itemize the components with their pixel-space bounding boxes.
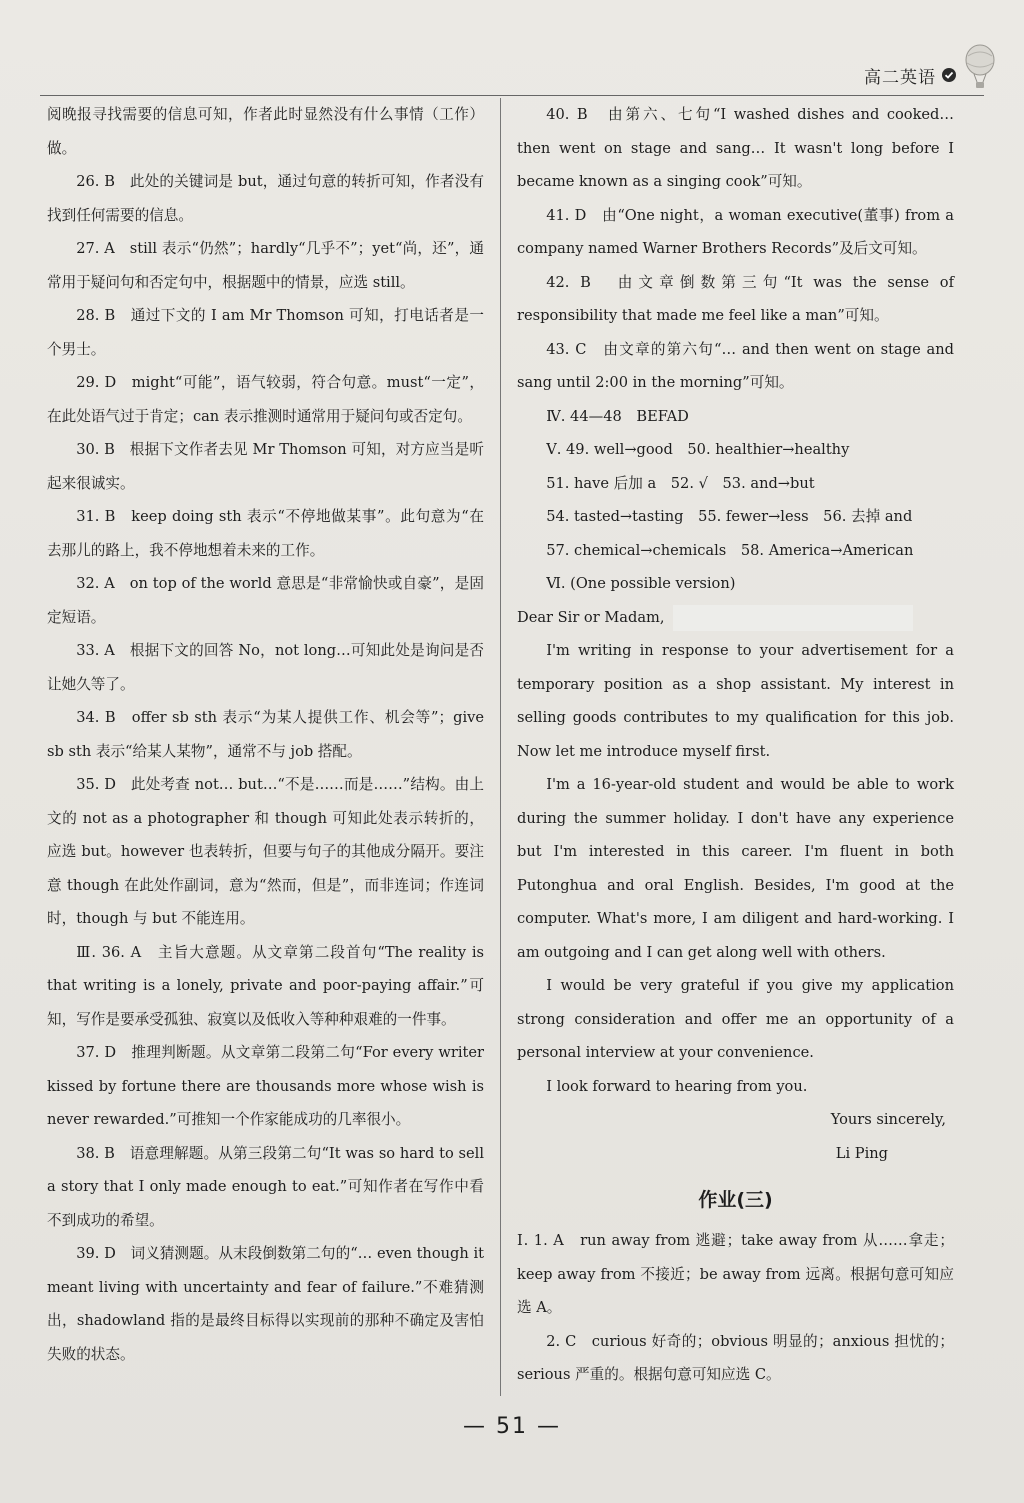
header-rule <box>40 95 984 96</box>
letter-paragraph: I'm writing in response to your advertisement for a temporary position as a shop assistant. My interest in selling goods contributes to my qualification for this job. Now let me introduce myself first. <box>517 642 954 760</box>
answer-paragraph: 27. A still 表示“仍然”；hardly“几乎不”；yet“尚，还”，通常用于疑问句和否定句中，根据题中的情景，应选 still。 <box>47 240 484 291</box>
letter-paragraph: I'm a 16-year-old student and would be able to work during the summer holiday. I don't have any experience but I'm interested in this career. I'm fluent in both Putonghua and oral English. Besides, I'm good at the computer. What's more, I am diligent and hard-working. I am outgoing and I can get along well with others. <box>517 776 954 961</box>
answer-paragraph: Ⅴ. 49. well→good 50. healthier→healthy <box>546 441 850 458</box>
redaction-mark <box>673 605 913 631</box>
answer-paragraph: 40. B 由第六、七句“I washed dishes and cooked… then went on stage and sang… It wasn't long before I became known as a singing cook”可知。 <box>517 106 954 190</box>
answer-paragraph: 41. D 由“One night，a woman executive(董事) from a company named Warner Brothers Records”及后文可知。 <box>517 206 954 257</box>
answer-paragraph: 51. have 后加 a 52. √ 53. and→but <box>546 474 815 492</box>
letter-signature: Li Ping <box>835 1144 888 1162</box>
page-number: — 51 — <box>463 1414 561 1439</box>
answer-paragraph: 33. A 根据下文的回答 No，not long…可知此处是询问是否让她久等了。 <box>47 642 484 693</box>
answer-paragraph: Ⅵ. (One possible version) <box>546 575 736 592</box>
answer-paragraph: 26. B 此处的关键词是 but，通过句意的转折可知，作者没有找到任何需要的信息。 <box>47 173 484 224</box>
salutation-text: Dear Sir or Madam, <box>517 608 665 626</box>
answer-paragraph: 32. A on top of the world 意思是“非常愉快或自豪”，是固定短语。 <box>47 575 484 626</box>
letter-closing: Yours sincerely, <box>830 1111 946 1128</box>
answer-paragraph: Ⅲ. 36. A 主旨大意题。从文章第二段首句“The reality is that writing is a lonely, private and poor-paying affair.”可知，写作是要承受孤独、寂寞以及低收入等种种艰难的一件事。 <box>47 943 484 1028</box>
check-icon <box>942 68 956 82</box>
answer-paragraph: Ⅳ. 44—48 BEFAD <box>546 407 689 425</box>
answer-paragraph: 29. D might“可能”，语气较弱，符合句意。must“一定”，在此处语气过于肯定；can 表示推测时通常用于疑问句或否定句。 <box>47 374 484 425</box>
answer-paragraph: 42. B 由文章倒数第三句“It was the sense of responsibility that made me feel like a man”可知。 <box>517 273 954 324</box>
letter-salutation <box>517 601 954 635</box>
left-column <box>47 98 484 1371</box>
answer-paragraph: 43. C 由文章的第六句“… and then went on stage and sang until 2:00 in the morning”可知。 <box>517 340 954 391</box>
answer-paragraph: 34. B offer sb sth 表示“为某人提供工作、机会等”；give sb sth 表示“给某人某物”，通常不与 job 搭配。 <box>47 709 484 760</box>
page-header <box>864 60 956 90</box>
answer-paragraph: 35. D 此处考查 not… but…“不是……而是……”结构。由上文的 not as a photographer 和 though 可知此处表示转折的，应选 but。however 也表转折，但要与句子的其他成分隔开。要注意 though 在此处作副词，意为“然而，但是”，而非连词；作连词时，though 与 but 不能连用。 <box>47 776 484 927</box>
letter-paragraph: I look forward to hearing from you. <box>546 1077 808 1095</box>
answer-paragraph: 2. C curious 好奇的；obvious 明显的；anxious 担忧的；serious 严重的。根据句意可知应选 C。 <box>517 1332 954 1383</box>
right-column <box>517 98 954 1392</box>
section-title: 作业(三) <box>698 1189 773 1211</box>
answer-paragraph: 阅晚报寻找需要的信息可知，作者此时显然没有什么事情（工作）做。 <box>47 106 484 157</box>
answer-paragraph: 28. B 通过下文的 I am Mr Thomson 可知，打电话者是一个男士。 <box>47 307 484 358</box>
hot-air-balloon-icon <box>960 44 1002 92</box>
header-title: 高二英语 <box>864 67 936 88</box>
answer-paragraph: 57. chemical→chemicals 58. America→American <box>546 541 914 559</box>
column-divider <box>500 98 501 1396</box>
answer-paragraph: 54. tasted→tasting 55. fewer→less 56. 去掉 and <box>546 508 913 525</box>
answer-paragraph: 37. D 推理判断题。从文章第二段第二句“For every writer kissed by fortune there are thousands more whose wish is never rewarded.”可推知一个作家能成功的几率很小。 <box>47 1044 484 1128</box>
answer-paragraph: 39. D 词义猜测题。从末段倒数第二句的“… even though it meant living with uncertainty and fear of failure.”不难猜测出，shadowland 指的是最终目标得以实现前的那种不确定及害怕失败的状态。 <box>47 1245 484 1363</box>
answer-paragraph: 31. B keep doing sth 表示“不停地做某事”。此句意为“在去那儿的路上，我不停地想着未来的工作。 <box>47 508 484 559</box>
answer-paragraph: 30. B 根据下文作者去见 Mr Thomson 可知，对方应当是听起来很诚实。 <box>47 441 484 492</box>
answer-paragraph: Ⅰ. 1. A run away from 逃避；take away from 从……拿走；keep away from 不接近；be away from 远离。根据句意可知应选 A。 <box>517 1232 954 1316</box>
answer-paragraph: 38. B 语意理解题。从第三段第二句“It was so hard to sell a story that I only made enough to eat.”可知作者在写作中看不到成功的希望。 <box>47 1144 484 1229</box>
letter-paragraph: I would be very grateful if you give my application strong consideration and offer me an opportunity of a personal interview at your convenience. <box>517 977 954 1061</box>
